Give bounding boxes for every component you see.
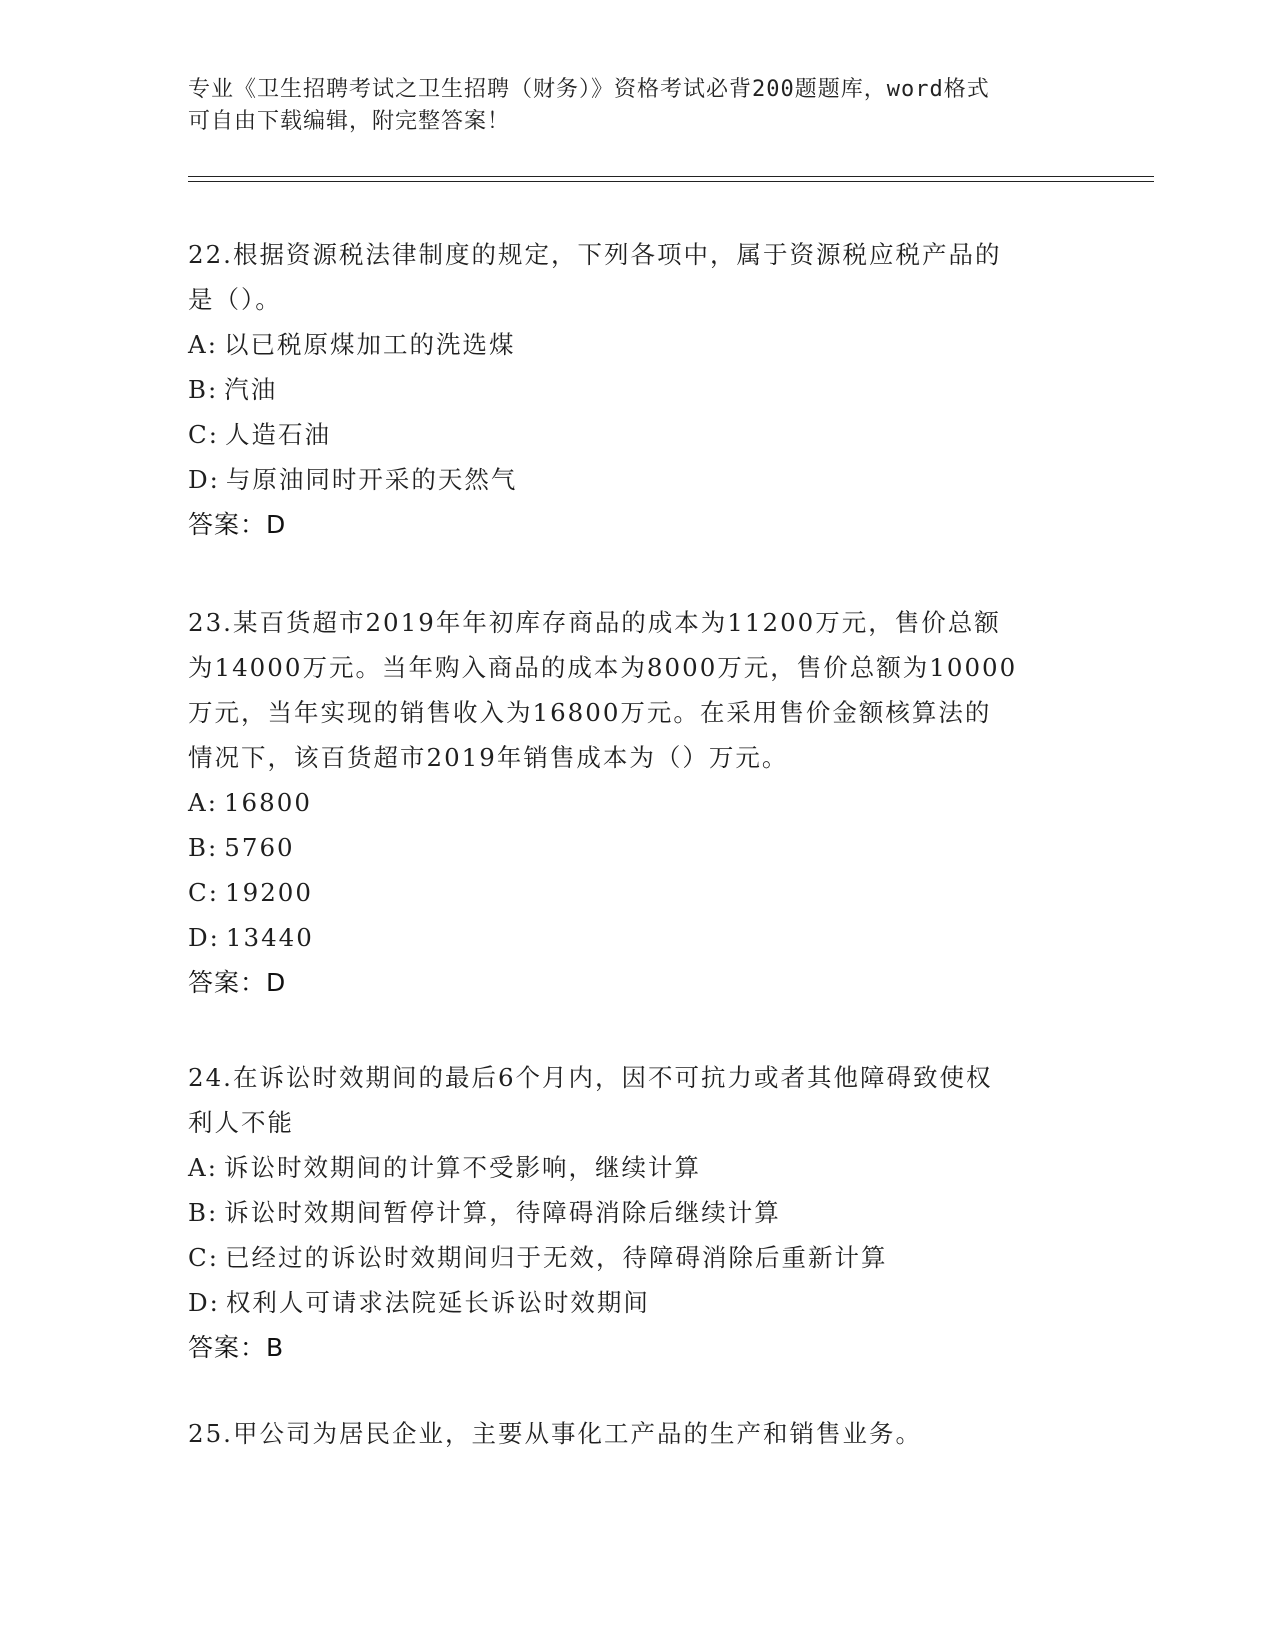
option-a	[188, 322, 1088, 367]
option-text: 与原油同时开采的天然气	[225, 465, 518, 494]
option-key: D	[188, 1288, 210, 1317]
option-key: B	[188, 375, 209, 404]
option-key: B	[188, 1198, 209, 1227]
option-key: A	[188, 330, 208, 359]
answer-label: 答案：B	[188, 1333, 285, 1362]
option-text: 5760	[224, 833, 295, 862]
option-a	[188, 1145, 1088, 1190]
option-key: B	[188, 833, 209, 862]
option-b	[188, 367, 1088, 412]
header-line: 可自由下载编辑，附完整答案！	[188, 109, 511, 134]
stem-line: 24.在诉讼时效期间的最后6个月内，因不可抗力或者其他障碍致使权	[188, 1063, 993, 1092]
option-text: 以已税原煤加工的洗选煤	[223, 330, 516, 359]
option-text: 汽油	[224, 375, 278, 404]
option-b	[188, 1190, 1088, 1235]
header-line: 专业《卫生招聘考试之卫生招聘（财务）》资格考试必背200题题库，word格式	[188, 77, 990, 102]
option-a	[188, 780, 1088, 825]
option-key: D	[188, 465, 210, 494]
option-d	[188, 1280, 1088, 1325]
option-separator: :	[207, 330, 218, 359]
option-c	[188, 1235, 1088, 1280]
option-separator: :	[207, 1153, 218, 1182]
option-text: 诉讼时效期间暂停计算，待障碍消除后继续计算	[224, 1198, 781, 1227]
option-key: C	[188, 1243, 209, 1272]
option-c	[188, 870, 1088, 915]
question-stem	[188, 1055, 1088, 1145]
option-text: 19200	[225, 878, 313, 907]
question-block	[188, 232, 1088, 547]
question-stem	[188, 600, 1088, 780]
option-separator: :	[208, 420, 220, 449]
question-stem	[188, 232, 1088, 322]
option-key: D	[188, 923, 210, 952]
option-text: 权利人可请求法院延长诉讼时效期间	[225, 1288, 650, 1317]
stem-line: 是（）。	[188, 285, 282, 314]
answer-label: 答案：D	[188, 510, 287, 539]
stem-line: 情况下，该百货超市2019年销售成本为（）万元。	[188, 743, 789, 772]
option-c	[188, 412, 1088, 457]
option-text: 诉讼时效期间的计算不受影响，继续计算	[223, 1153, 701, 1182]
option-separator: :	[209, 465, 220, 494]
option-separator: :	[208, 1198, 219, 1227]
question-block	[188, 1411, 1088, 1456]
option-key: C	[188, 420, 209, 449]
option-text: 人造石油	[225, 420, 332, 449]
stem-line: 为14000万元。当年购入商品的成本为8000万元，售价总额为10000	[188, 653, 1018, 682]
option-d	[188, 915, 1088, 960]
header-divider	[188, 181, 1154, 182]
option-text: 16800	[223, 788, 312, 817]
stem-line: 23.某百货超市2019年年初库存商品的成本为11200万元，售价总额	[188, 608, 1001, 637]
stem-line: 25.甲公司为居民企业，主要从事化工产品的生产和销售业务。	[188, 1419, 922, 1448]
option-d	[188, 457, 1088, 502]
question-block	[188, 600, 1088, 1005]
option-separator: :	[208, 833, 219, 862]
option-key: A	[188, 1153, 208, 1182]
option-text: 已经过的诉讼时效期间归于无效，待障碍消除后重新计算	[225, 1243, 888, 1272]
stem-line: 利人不能	[188, 1108, 294, 1137]
question-block	[188, 1055, 1088, 1370]
document-header	[188, 74, 1088, 138]
answer-label: 答案：D	[188, 968, 287, 997]
stem-line: 万元，当年实现的销售收入为16800万元。在采用售价金额核算法的	[188, 698, 992, 727]
option-separator: :	[207, 788, 218, 817]
stem-line: 22.根据资源税法律制度的规定，下列各项中，属于资源税应税产品的	[188, 240, 1002, 269]
option-separator: :	[208, 375, 219, 404]
question-stem	[188, 1411, 1088, 1456]
option-separator: :	[208, 878, 220, 907]
option-text: 13440	[225, 923, 314, 952]
header-divider	[188, 176, 1154, 177]
option-separator: :	[209, 923, 220, 952]
option-key: C	[188, 878, 209, 907]
option-key: A	[188, 788, 208, 817]
option-b	[188, 825, 1088, 870]
option-separator: :	[208, 1243, 220, 1272]
option-separator: :	[209, 1288, 220, 1317]
